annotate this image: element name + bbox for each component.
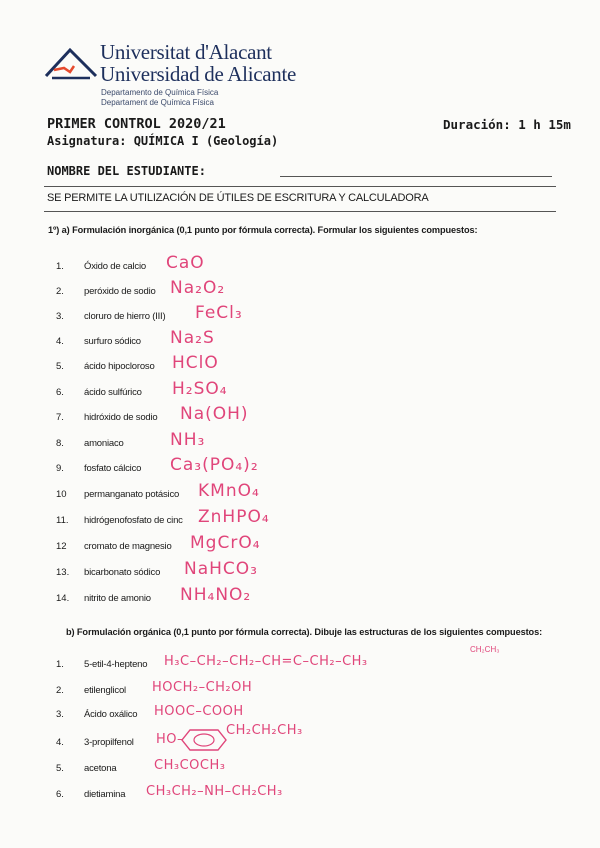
list-item	[0, 455, 600, 479]
item-name: 3-propilfenol	[84, 737, 134, 748]
item-name: etilenglicol	[84, 685, 126, 696]
item-number: 3.	[56, 311, 64, 322]
university-logo-icon	[44, 46, 98, 86]
item-number: 10	[56, 489, 67, 500]
item-name: acetona	[84, 763, 117, 774]
item-name: Ácido oxálico	[84, 709, 138, 720]
item-number: 9.	[56, 463, 64, 474]
item-name: amoniaco	[84, 438, 124, 449]
list-item	[0, 353, 600, 377]
item-number: 6.	[56, 789, 64, 800]
list-item	[0, 328, 600, 352]
handwritten-answer: H₃C–CH₂–CH₂–CH=C–CH₂–CH₃	[164, 654, 368, 669]
item-name: surfuro sódico	[84, 336, 141, 347]
department-line-valencian: Departament de Química Física	[101, 98, 214, 107]
item-name: fosfato cálcico	[84, 463, 142, 474]
item-name: Óxido de calcio	[84, 261, 146, 272]
list-item	[0, 379, 600, 403]
item-name: peróxido de sodio	[84, 286, 156, 297]
handwritten-answer: CH₃COCH₃	[154, 758, 226, 773]
exam-subject: Asignatura: QUÍMICA I (Geología)	[47, 134, 279, 148]
handwritten-answer: NH₄NO₂	[180, 585, 252, 605]
student-name-label: NOMBRE DEL ESTUDIANTE:	[47, 164, 206, 178]
section-a-heading: 1º) a) Formulación inorgánica (0,1 punto por fórmula correcta). Formular los siguientes compuestos:	[48, 225, 478, 235]
item-name: hidróxido de sodio	[84, 412, 158, 423]
exam-duration: Duración: 1 h 15m	[443, 117, 571, 132]
student-name-field[interactable]	[280, 176, 552, 177]
item-number: 4.	[56, 336, 64, 347]
handwritten-answer: Ca₃(PO₄)₂	[170, 455, 259, 475]
handwritten-answer: HOOC–COOH	[154, 704, 244, 719]
handwritten-answer: ZnHPO₄	[198, 507, 270, 527]
handwritten-answer: KMnO₄	[198, 481, 260, 501]
list-item	[0, 705, 600, 725]
item-number: 6.	[56, 387, 64, 398]
handwritten-answer: HOCH₂–CH₂OH	[152, 680, 253, 695]
university-name-valencian: Universitat d'Alacant	[100, 40, 272, 64]
item-number: 5.	[56, 361, 64, 372]
item-number: 14.	[56, 593, 70, 604]
list-item	[0, 533, 600, 557]
item-number: 1.	[56, 659, 64, 670]
item-name: nitrito de amonio	[84, 593, 151, 604]
item-name: permanganato potásico	[84, 489, 180, 500]
item-number: 8.	[56, 438, 64, 449]
handwritten-answer: NH₃	[170, 430, 206, 450]
list-item	[0, 278, 600, 302]
item-number: 3.	[56, 709, 64, 720]
list-item	[0, 559, 600, 583]
item-number: 1.	[56, 261, 64, 272]
handwritten-answer: FeCl₃	[195, 303, 243, 323]
item-name: 5-etil-4-hepteno	[84, 659, 148, 670]
item-number: 2.	[56, 286, 64, 297]
item-number: 5.	[56, 763, 64, 774]
handwritten-substituent: CH₂CH₂CH₃	[226, 723, 303, 738]
benzene-ring-icon	[180, 727, 228, 753]
handwritten-answer: MgCrO₄	[190, 533, 261, 553]
handwritten-answer: HClO	[172, 353, 219, 373]
university-name-spanish: Universidad de Alicante	[100, 62, 297, 86]
permits-notice: SE PERMITE LA UTILIZACIÓN DE ÚTILES DE ESCRITURA Y CALCULADORA	[47, 192, 429, 204]
list-item	[0, 253, 600, 277]
divider-bottom	[44, 211, 556, 212]
list-item	[0, 759, 600, 779]
handwritten-answer: NaHCO₃	[184, 559, 258, 579]
list-item	[0, 723, 600, 753]
item-name: dietiamina	[84, 789, 126, 800]
item-number: 7.	[56, 412, 64, 423]
list-item	[0, 430, 600, 454]
handwritten-answer: H₂SO₄	[172, 379, 228, 399]
list-item	[0, 303, 600, 327]
list-item	[0, 681, 600, 701]
list-item	[0, 507, 600, 531]
list-item	[0, 645, 600, 675]
handwritten-answer: Na₂O₂	[170, 278, 226, 298]
handwritten-answer: Na(OH)	[180, 404, 249, 424]
divider-top	[44, 186, 556, 187]
item-name: cromato de magnesio	[84, 541, 172, 552]
list-item	[0, 481, 600, 505]
list-item	[0, 585, 600, 609]
item-name: ácido hipocloroso	[84, 361, 155, 372]
item-name: ácido sulfúrico	[84, 387, 142, 398]
item-number: 12	[56, 541, 67, 552]
list-item	[0, 785, 600, 805]
handwritten-answer: CaO	[166, 253, 205, 273]
item-name: cloruro de hierro (III)	[84, 311, 166, 322]
department-line-spanish: Departamento de Química Física	[101, 88, 219, 97]
list-item	[0, 404, 600, 428]
exam-title: PRIMER CONTROL 2020/21	[47, 116, 226, 132]
item-number: 11.	[56, 515, 69, 526]
handwritten-answer: CH₃CH₂–NH–CH₂CH₃	[146, 784, 283, 799]
handwritten-answer-left: HO–	[156, 732, 185, 747]
item-name: hidrógenofosfato de cinc	[84, 515, 183, 526]
handwritten-answer: Na₂S	[170, 328, 215, 348]
substituent-note: CH₂CH₃	[470, 645, 500, 654]
section-b-heading: b) Formulación orgánica (0,1 punto por fórmula correcta). Dibuje las estructuras de los siguientes compuestos:	[66, 627, 543, 637]
item-name: bicarbonato sódico	[84, 567, 161, 578]
item-number: 13.	[56, 567, 70, 578]
item-number: 4.	[56, 737, 64, 748]
item-number: 2.	[56, 685, 64, 696]
